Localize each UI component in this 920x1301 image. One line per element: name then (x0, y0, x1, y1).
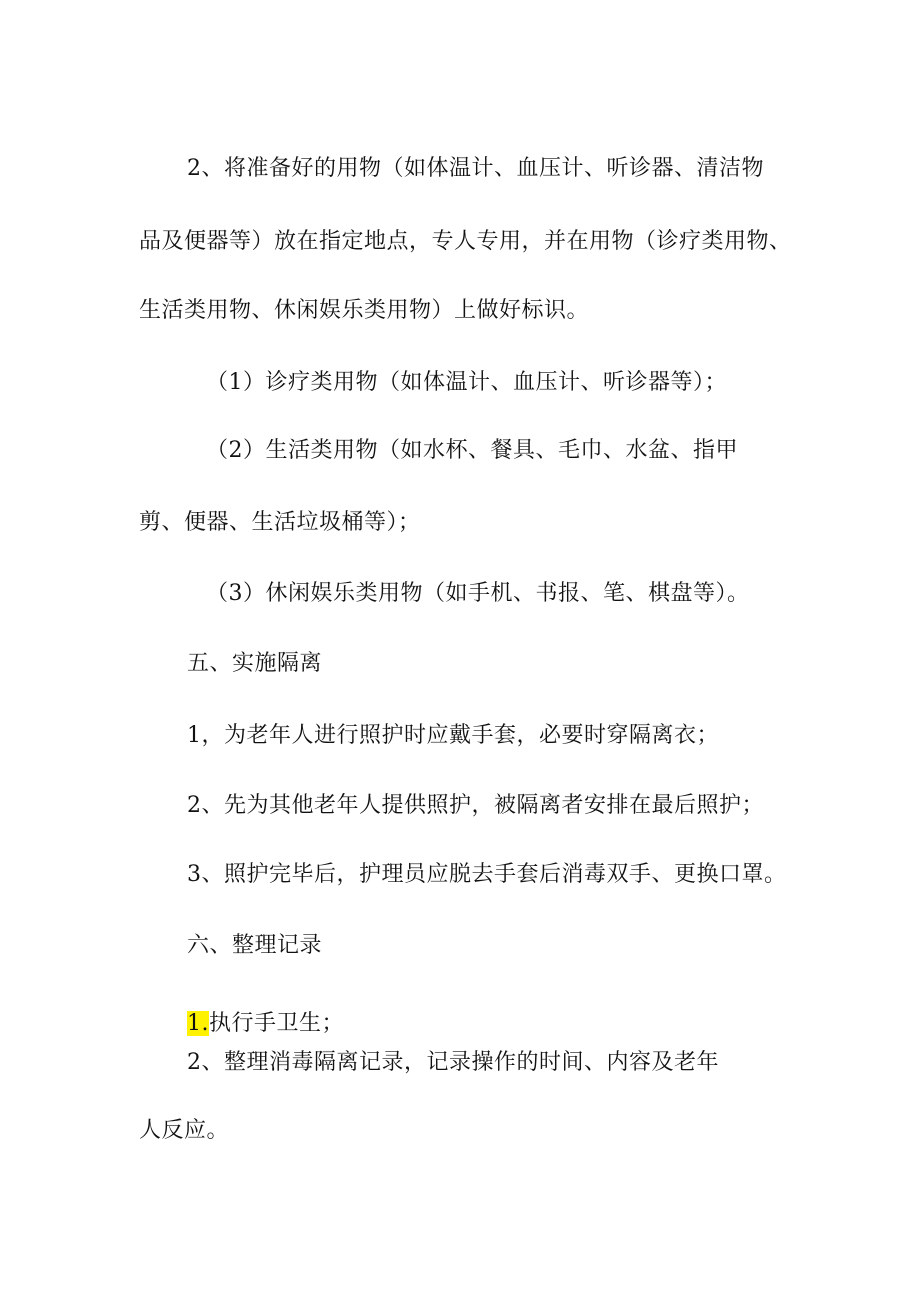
paragraph-item-2-line-3: 生活类用物、休闲娱乐类用物）上做好标识。 (139, 298, 590, 323)
subitem-2-line-1: （2）生活类用物（如水杯、餐具、毛巾、水盆、指甲 (206, 438, 738, 463)
subitem-2-line-2: 剪、便器、生活垃圾桶等）； (139, 510, 421, 535)
section-heading-5: 五、实施隔离 (187, 651, 323, 676)
section5-item-1: 1，为老年人进行照护时应戴手套，必要时穿隔离衣； (187, 723, 719, 748)
section-heading-6: 六、整理记录 (187, 933, 323, 958)
paragraph-item-2-line-1: 2、将准备好的用物（如体温计、血压计、听诊器、清洁物 (187, 156, 764, 181)
section6-item-1-text: 执行手卫生； (209, 1011, 345, 1036)
paragraph-item-2-line-2: 品及便器等）放在指定地点，专人专用，并在用物（诊疗类用物、 (139, 229, 792, 254)
section6-item-1 (187, 1010, 344, 1038)
section6-item-2-line-2: 人反应。 (139, 1118, 230, 1143)
highlighted-number: 1. (187, 1011, 209, 1036)
section5-item-3: 3、照护完毕后，护理员应脱去手套后消毒双手、更换口罩。 (187, 862, 787, 887)
subitem-3: （3）休闲娱乐类用物（如手机、书报、笔、棋盘等）。 (206, 581, 750, 606)
section5-item-2: 2、先为其他老年人提供照护，被隔离者安排在最后照护； (187, 793, 764, 818)
subitem-1: （1）诊疗类用物（如体温计、血压计、听诊器等）； (206, 370, 727, 395)
section6-item-2-line-1: 2、整理消毒隔离记录，记录操作的时间、内容及老年 (187, 1050, 719, 1075)
